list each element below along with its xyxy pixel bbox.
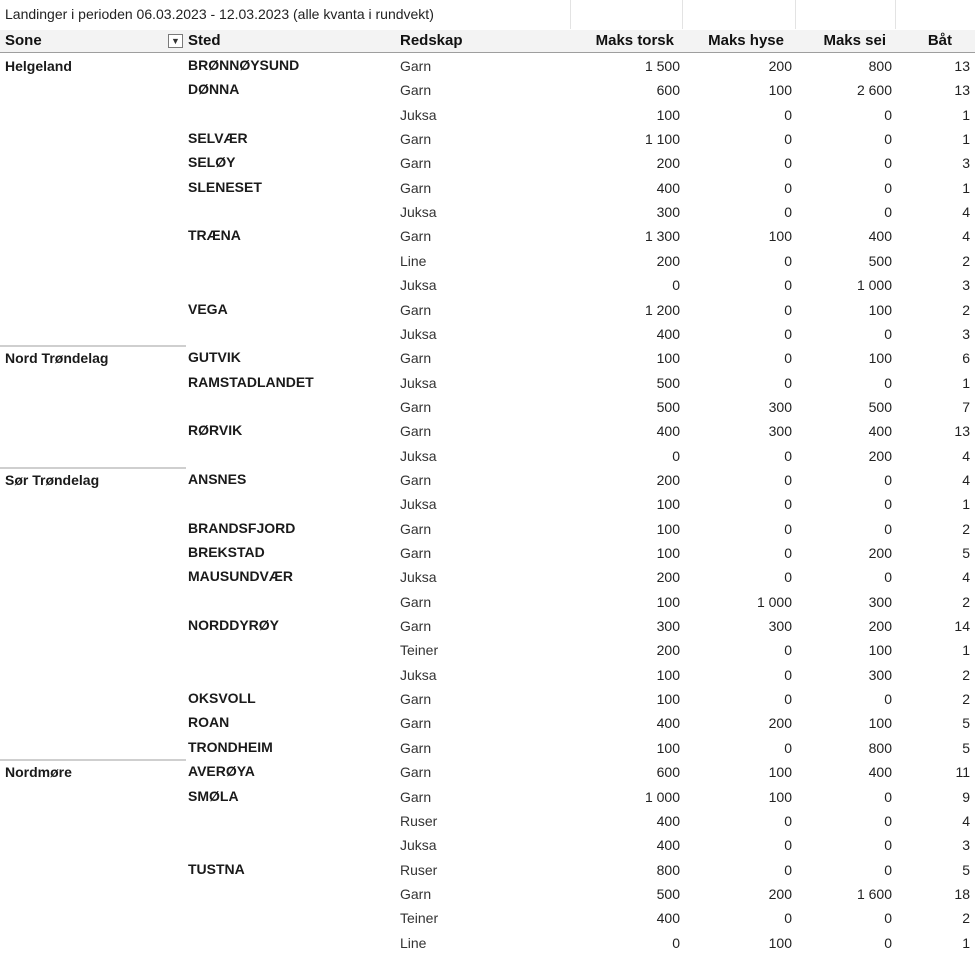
- maks-torsk-cell: 300: [656, 204, 680, 221]
- column-header-row: [0, 30, 975, 53]
- maks-sei-cell: 0: [884, 204, 892, 221]
- maks-torsk-cell: 1 000: [644, 788, 680, 805]
- redskap-cell: Juksa: [400, 569, 437, 586]
- table-row[interactable]: [0, 590, 975, 614]
- report-title: Landinger i perioden 06.03.2023 - 12.03.2023 (alle kvanta i rundvekt): [5, 6, 434, 22]
- maks-torsk-cell: 200: [656, 155, 680, 172]
- sted-cell: OKSVOLL: [188, 690, 256, 707]
- maks-torsk-cell: 500: [656, 885, 680, 902]
- redskap-cell: Garn: [400, 593, 432, 610]
- table-row[interactable]: [0, 541, 975, 565]
- maks-sei-cell: 0: [884, 374, 892, 391]
- maks-sei-cell: 0: [884, 812, 892, 829]
- table-row[interactable]: [0, 249, 975, 273]
- maks-sei-cell: 800: [868, 58, 892, 74]
- maks-hyse-cell: 200: [768, 715, 792, 732]
- sted-cell: MAUSUNDVÆR: [188, 568, 293, 585]
- redskap-cell: Garn: [400, 788, 432, 805]
- redskap-cell: Garn: [400, 131, 432, 148]
- table-row[interactable]: [0, 176, 975, 200]
- maks-torsk-cell: 300: [656, 618, 680, 635]
- maks-hyse-cell: 0: [784, 471, 792, 488]
- table-row[interactable]: [0, 760, 975, 784]
- maks-torsk-cell: 100: [656, 691, 680, 708]
- redskap-cell: Garn: [400, 545, 432, 561]
- maks-sei-cell: 0: [884, 837, 892, 854]
- redskap-cell: Garn: [400, 764, 432, 781]
- redskap-cell: Garn: [400, 715, 432, 732]
- maks-sei-cell: 0: [884, 106, 892, 123]
- maks-torsk-cell: 1 300: [644, 228, 680, 245]
- header-sone[interactable]: Sone: [5, 32, 42, 49]
- table-row[interactable]: [0, 371, 975, 395]
- maks-sei-cell: 200: [868, 545, 892, 561]
- table-row[interactable]: [0, 882, 975, 906]
- maks-torsk-cell: 400: [656, 179, 680, 196]
- maks-sei-cell: 1 000: [856, 277, 892, 294]
- maks-hyse-cell: 0: [784, 520, 792, 537]
- bat-cell: 2: [962, 593, 970, 610]
- maks-torsk-cell: 500: [656, 398, 680, 415]
- gridline: [895, 0, 896, 29]
- maks-hyse-cell: 0: [784, 155, 792, 172]
- gridline: [570, 0, 571, 29]
- bat-cell: 1: [962, 131, 970, 148]
- bat-cell: 4: [962, 569, 970, 586]
- sone-cell: Nord Trøndelag: [5, 350, 109, 367]
- maks-torsk-cell: 0: [672, 277, 680, 294]
- maks-hyse-cell: 100: [768, 82, 792, 99]
- redskap-cell: Line: [400, 252, 427, 269]
- table-row[interactable]: [0, 492, 975, 516]
- maks-sei-cell: 0: [884, 471, 892, 488]
- table-row[interactable]: [0, 468, 975, 492]
- maks-torsk-cell: 0: [672, 447, 680, 464]
- maks-sei-cell: 0: [884, 788, 892, 805]
- bat-cell: 4: [962, 471, 970, 488]
- bat-cell: 7: [962, 398, 970, 415]
- bat-cell: 11: [955, 764, 970, 781]
- redskap-cell: Juksa: [400, 325, 437, 342]
- maks-torsk-cell: 100: [656, 593, 680, 610]
- maks-hyse-cell: 200: [768, 885, 792, 902]
- bat-cell: 1: [962, 934, 970, 951]
- maks-sei-cell: 0: [884, 179, 892, 196]
- bat-cell: 2: [962, 910, 970, 927]
- sted-cell: RØRVIK: [188, 422, 243, 439]
- bat-cell: 4: [962, 204, 970, 221]
- header-maks-torsk[interactable]: Maks torsk: [595, 32, 674, 49]
- maks-hyse-cell: 0: [784, 861, 792, 878]
- table-row[interactable]: [0, 200, 975, 224]
- table-row[interactable]: [0, 785, 975, 809]
- maks-torsk-cell: 500: [656, 374, 680, 391]
- table-row[interactable]: [0, 833, 975, 857]
- redskap-cell: Garn: [400, 618, 432, 635]
- sted-cell: ROAN: [188, 714, 230, 731]
- bat-cell: 3: [962, 325, 970, 342]
- maks-torsk-cell: 1 200: [644, 301, 680, 318]
- filter-icon[interactable]: ▼: [168, 34, 183, 48]
- maks-hyse-cell: 0: [784, 642, 792, 659]
- maks-hyse-cell: 0: [784, 252, 792, 269]
- maks-hyse-cell: 0: [784, 569, 792, 586]
- redskap-cell: Ruser: [400, 812, 438, 829]
- bat-cell: 6: [962, 350, 970, 367]
- maks-sei-cell: 0: [884, 569, 892, 586]
- redskap-cell: Juksa: [400, 496, 437, 513]
- table-row[interactable]: [0, 736, 975, 760]
- redskap-cell: Garn: [400, 228, 432, 245]
- table-row[interactable]: [0, 663, 975, 687]
- maks-torsk-cell: 400: [656, 715, 680, 732]
- maks-torsk-cell: 0: [672, 934, 680, 951]
- maks-torsk-cell: 400: [656, 423, 680, 440]
- maks-hyse-cell: 1 000: [756, 593, 792, 610]
- redskap-cell: Garn: [400, 350, 432, 367]
- table-row[interactable]: [0, 224, 975, 248]
- maks-sei-cell: 0: [884, 155, 892, 172]
- redskap-cell: Juksa: [400, 374, 437, 391]
- maks-hyse-cell: 300: [768, 398, 792, 415]
- redskap-cell: Juksa: [400, 277, 437, 294]
- bat-cell: 2: [962, 252, 970, 269]
- redskap-cell: Teiner: [400, 910, 439, 927]
- maks-hyse-cell: 200: [768, 58, 792, 74]
- bat-cell: 1: [962, 179, 970, 196]
- redskap-cell: Juksa: [400, 204, 437, 221]
- maks-torsk-cell: 1 100: [644, 131, 680, 148]
- redskap-cell: Garn: [400, 82, 432, 99]
- sted-cell: ANSNES: [188, 470, 247, 487]
- maks-hyse-cell: 0: [784, 301, 792, 318]
- bat-cell: 3: [962, 155, 970, 172]
- maks-hyse-cell: 0: [784, 325, 792, 342]
- maks-hyse-cell: 0: [784, 739, 792, 756]
- title-row: [0, 0, 975, 31]
- maks-hyse-cell: 0: [784, 496, 792, 513]
- maks-hyse-cell: 100: [768, 934, 792, 951]
- sted-cell: RAMSTADLANDET: [188, 373, 314, 390]
- sted-cell: DØNNA: [188, 81, 240, 98]
- maks-sei-cell: 300: [868, 666, 892, 683]
- maks-hyse-cell: 0: [784, 106, 792, 123]
- header-maks-hyse[interactable]: Maks hyse: [708, 32, 784, 49]
- table-row[interactable]: [0, 517, 975, 541]
- maks-torsk-cell: 100: [656, 545, 680, 561]
- gridline: [795, 0, 796, 29]
- maks-hyse-cell: 100: [768, 764, 792, 781]
- maks-sei-cell: 300: [868, 593, 892, 610]
- maks-sei-cell: 400: [868, 764, 892, 781]
- redskap-cell: Garn: [400, 885, 432, 902]
- table-row[interactable]: [0, 931, 975, 955]
- maks-torsk-cell: 800: [656, 861, 680, 878]
- sted-cell: TRONDHEIM: [188, 738, 273, 755]
- table-row[interactable]: [0, 687, 975, 711]
- bat-cell: 4: [962, 447, 970, 464]
- sone-cell: Helgeland: [5, 58, 72, 74]
- bat-cell: 13: [954, 423, 970, 440]
- maks-hyse-cell: 0: [784, 277, 792, 294]
- redskap-cell: Garn: [400, 58, 432, 74]
- maks-hyse-cell: 0: [784, 691, 792, 708]
- maks-sei-cell: 400: [868, 228, 892, 245]
- bat-cell: 14: [954, 618, 970, 635]
- maks-sei-cell: 0: [884, 934, 892, 951]
- maks-torsk-cell: 200: [656, 471, 680, 488]
- bat-cell: 1: [962, 374, 970, 391]
- redskap-cell: Garn: [400, 471, 432, 488]
- bat-cell: 1: [962, 106, 970, 123]
- maks-sei-cell: 500: [868, 398, 892, 415]
- maks-sei-cell: 1 600: [856, 885, 892, 902]
- bat-cell: 2: [962, 666, 970, 683]
- header-bat[interactable]: Båt: [927, 32, 952, 49]
- sted-cell: GUTVIK: [188, 349, 241, 366]
- maks-torsk-cell: 400: [656, 837, 680, 854]
- redskap-cell: Teiner: [400, 642, 439, 659]
- table-row[interactable]: [0, 858, 975, 882]
- maks-hyse-cell: 100: [768, 788, 792, 805]
- maks-sei-cell: 100: [868, 642, 892, 659]
- maks-torsk-cell: 400: [656, 325, 680, 342]
- bat-cell: 5: [962, 545, 970, 561]
- header-sted[interactable]: Sted: [188, 32, 221, 49]
- sted-cell: SELØY: [188, 154, 236, 171]
- header-maks-sei[interactable]: Maks sei: [823, 32, 886, 49]
- maks-sei-cell: 0: [884, 520, 892, 537]
- maks-torsk-cell: 200: [656, 642, 680, 659]
- maks-sei-cell: 100: [868, 350, 892, 367]
- maks-hyse-cell: 300: [768, 423, 792, 440]
- table-row[interactable]: [0, 322, 975, 346]
- table-row[interactable]: [0, 444, 975, 468]
- maks-torsk-cell: 100: [656, 106, 680, 123]
- bat-cell: 18: [954, 885, 970, 902]
- table-row[interactable]: [0, 273, 975, 297]
- table-row[interactable]: [0, 711, 975, 735]
- redskap-cell: Juksa: [400, 666, 437, 683]
- maks-torsk-cell: 600: [656, 764, 680, 781]
- table-row[interactable]: [0, 638, 975, 662]
- maks-hyse-cell: 0: [784, 447, 792, 464]
- sted-cell: SMØLA: [188, 787, 239, 804]
- bat-cell: 5: [962, 715, 970, 732]
- maks-hyse-cell: 0: [784, 837, 792, 854]
- bat-cell: 2: [962, 520, 970, 537]
- maks-sei-cell: 400: [868, 423, 892, 440]
- maks-torsk-cell: 100: [656, 739, 680, 756]
- bat-cell: 13: [954, 82, 970, 99]
- redskap-cell: Garn: [400, 520, 432, 537]
- table-row[interactable]: [0, 151, 975, 175]
- maks-hyse-cell: 0: [784, 910, 792, 927]
- maks-hyse-cell: 0: [784, 666, 792, 683]
- sted-cell: VEGA: [188, 300, 228, 317]
- sted-cell: BREKSTAD: [188, 544, 265, 560]
- bat-cell: 5: [962, 861, 970, 878]
- maks-hyse-cell: 100: [768, 228, 792, 245]
- maks-sei-cell: 500: [868, 252, 892, 269]
- bat-cell: 1: [962, 642, 970, 659]
- redskap-cell: Garn: [400, 739, 432, 756]
- maks-sei-cell: 100: [868, 301, 892, 318]
- sted-cell: BRANDSFJORD: [188, 519, 296, 536]
- redskap-cell: Juksa: [400, 106, 437, 123]
- table-row[interactable]: [0, 395, 975, 419]
- maks-torsk-cell: 200: [656, 569, 680, 586]
- maks-torsk-cell: 600: [656, 82, 680, 99]
- maks-hyse-cell: 0: [784, 131, 792, 148]
- sted-cell: AVERØYA: [188, 763, 255, 780]
- redskap-cell: Ruser: [400, 861, 438, 878]
- table-row[interactable]: [0, 298, 975, 322]
- table-row[interactable]: [0, 809, 975, 833]
- redskap-cell: Garn: [400, 398, 432, 415]
- sted-cell: TUSTNA: [188, 860, 245, 877]
- redskap-cell: Garn: [400, 301, 432, 318]
- maks-hyse-cell: 300: [768, 618, 792, 635]
- bat-cell: 5: [962, 739, 970, 756]
- maks-torsk-cell: 100: [656, 350, 680, 367]
- sted-cell: NORDDYRØY: [188, 617, 280, 634]
- maks-hyse-cell: 0: [784, 812, 792, 829]
- table-row[interactable]: [0, 906, 975, 930]
- gridline: [682, 0, 683, 29]
- maks-sei-cell: 0: [884, 691, 892, 708]
- maks-torsk-cell: 200: [656, 252, 680, 269]
- maks-torsk-cell: 100: [656, 496, 680, 513]
- maks-torsk-cell: 400: [656, 812, 680, 829]
- bat-cell: 3: [962, 837, 970, 854]
- redskap-cell: Juksa: [400, 447, 437, 464]
- maks-hyse-cell: 0: [784, 545, 792, 561]
- maks-sei-cell: 0: [884, 910, 892, 927]
- sone-cell: Sør Trøndelag: [5, 471, 100, 488]
- sted-cell: SLENESET: [188, 178, 262, 195]
- table-row[interactable]: [0, 346, 975, 370]
- maks-sei-cell: 200: [868, 618, 892, 635]
- bat-cell: 9: [962, 788, 970, 805]
- bat-cell: 1: [962, 496, 970, 513]
- maks-torsk-cell: 100: [656, 520, 680, 537]
- redskap-cell: Juksa: [400, 837, 437, 854]
- redskap-cell: Garn: [400, 155, 432, 172]
- sted-cell: SELVÆR: [188, 130, 248, 147]
- table-row[interactable]: [0, 54, 975, 78]
- redskap-cell: Garn: [400, 691, 432, 708]
- maks-hyse-cell: 0: [784, 204, 792, 221]
- table-row[interactable]: [0, 419, 975, 443]
- bat-cell: 2: [962, 301, 970, 318]
- table-row[interactable]: [0, 127, 975, 151]
- maks-hyse-cell: 0: [784, 374, 792, 391]
- maks-sei-cell: 2 600: [856, 82, 892, 99]
- maks-sei-cell: 0: [884, 325, 892, 342]
- maks-sei-cell: 0: [884, 861, 892, 878]
- maks-torsk-cell: 1 500: [644, 58, 680, 74]
- maks-sei-cell: 800: [868, 739, 892, 756]
- sted-cell: BRØNNØYSUND: [188, 57, 300, 73]
- sted-cell: TRÆNA: [188, 227, 241, 244]
- table-row[interactable]: [0, 565, 975, 589]
- bat-cell: 4: [962, 228, 970, 245]
- sone-cell: Nordmøre: [5, 764, 72, 781]
- table-row[interactable]: [0, 614, 975, 638]
- redskap-cell: Garn: [400, 423, 432, 440]
- redskap-cell: Line: [400, 934, 427, 951]
- bat-cell: 3: [962, 277, 970, 294]
- maks-sei-cell: 100: [868, 715, 892, 732]
- table-row[interactable]: [0, 103, 975, 127]
- maks-sei-cell: 0: [884, 496, 892, 513]
- maks-sei-cell: 0: [884, 131, 892, 148]
- header-redskap[interactable]: Redskap: [400, 32, 463, 49]
- maks-torsk-cell: 400: [656, 910, 680, 927]
- maks-torsk-cell: 100: [656, 666, 680, 683]
- bat-cell: 2: [962, 691, 970, 708]
- maks-hyse-cell: 0: [784, 350, 792, 367]
- redskap-cell: Garn: [400, 179, 432, 196]
- bat-cell: 4: [962, 812, 970, 829]
- table-row[interactable]: [0, 78, 975, 102]
- maks-hyse-cell: 0: [784, 179, 792, 196]
- maks-sei-cell: 200: [868, 447, 892, 464]
- bat-cell: 13: [954, 58, 970, 74]
